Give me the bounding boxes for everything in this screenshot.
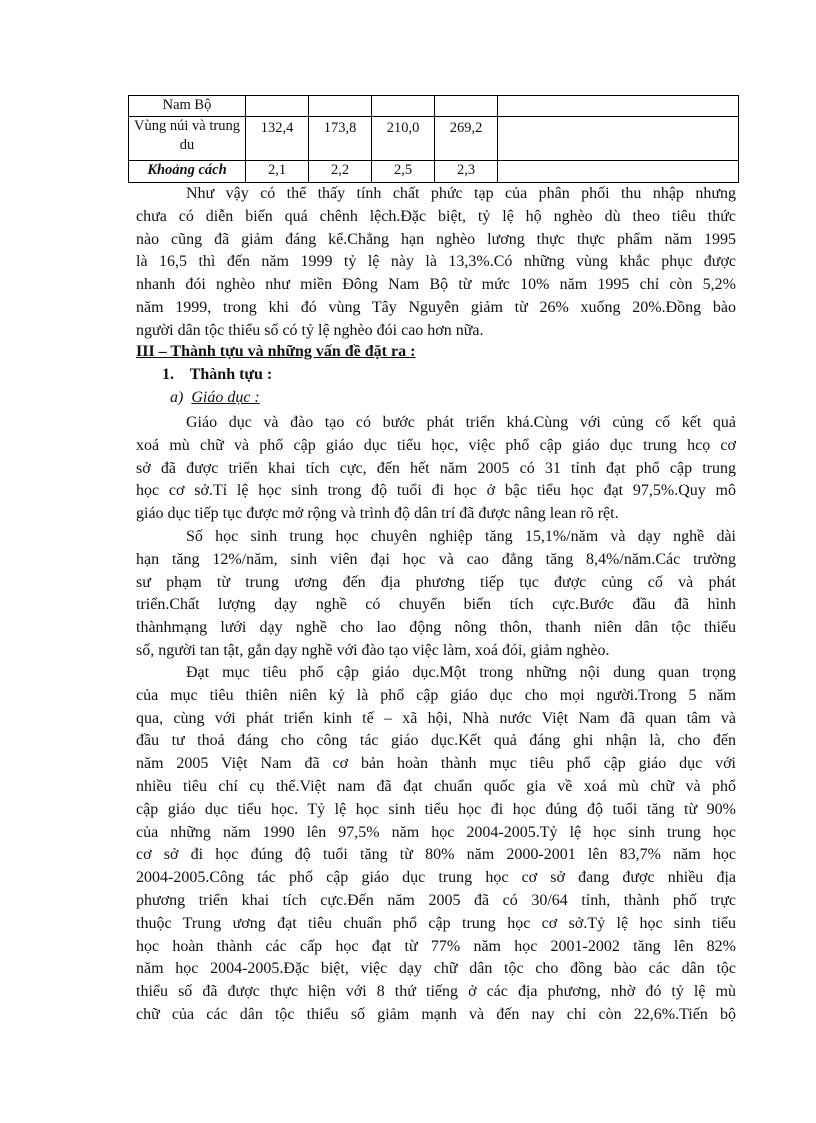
paragraph-income-distribution: [136, 183, 736, 343]
subsection-heading: [162, 366, 272, 384]
table-cell: [435, 96, 498, 117]
subsection-title: Thành tựu :: [189, 366, 273, 383]
text-line: học cơ sở.Tỉ lệ học sinh trong độ tuổi đi học ở bậc tiểu học đạt 97,5%.Quy mô: [136, 482, 736, 500]
text-line: triển.Chất lượng dạy nghề có chuyển biến tích cực.Bước đầu đã hình: [136, 596, 736, 614]
text-line: năm học 2004-2005.Đặc biệt, việc dạy chữ dân tộc cho đồng bào các dân tộc: [136, 960, 736, 978]
text-line: người dân tộc thiểu số có tỷ lệ nghèo đói cao hơn nữa.: [136, 321, 484, 339]
data-table: [128, 95, 739, 183]
item-marker: a): [170, 389, 184, 406]
table-cell-label: Khoảng cách: [129, 161, 246, 183]
sub-subsection-title: Giáo dục :: [191, 389, 260, 406]
table-cell: 210,0: [372, 117, 435, 161]
table-cell: 2,2: [309, 161, 372, 183]
text-line: chưa có diễn biến quá chênh lệch.Đặc biệt, tỷ lệ hộ nghèo dù theo tiêu thức: [136, 207, 736, 225]
text-line: nhiều tiêu chí cụ thể.Việt nam đã đạt chuẩn quốc gia về xoá mù chữ và phổ: [136, 777, 736, 795]
text-line: Số học sinh trung học chuyên nghiệp tăng 15,1%/năm và dạy nghề dài: [186, 528, 736, 545]
subsection-number: 1.: [162, 366, 174, 383]
table-row: [129, 161, 739, 183]
text-line: Như vậy có thể thấy tính chất phức tạp của phân phối thu nhập nhưng: [186, 185, 736, 202]
table-row: [129, 117, 739, 161]
text-line: chữ của các dân tộc thiểu số giảm mạnh và đến nay chỉ còn 22,6%.Tiến bộ: [136, 1005, 736, 1023]
table-cell: [498, 96, 739, 117]
table-cell-label: Nam Bộ: [129, 96, 246, 117]
text-line: qua, cùng với phát triển kinh tế – xã hội, Nhà nước Việt Nam đã quan tâm và: [136, 709, 736, 727]
text-line: nhanh đói nghèo như miền Đông Nam Bộ từ mức 10% năm 1995 chỉ còn 5,2%: [136, 276, 736, 294]
paragraph-vocational-training: [136, 526, 736, 663]
text-line: Giáo dục và đào tạo có bước phát triển khá.Cùng với củng cố kết quả: [186, 414, 736, 431]
text-line: giáo dục tiếp tục được mở rộng và trình độ dân trí đã được nâng lean rõ rệt.: [136, 505, 619, 523]
paragraph-universal-education: [136, 662, 736, 1027]
table-cell: [498, 117, 739, 161]
text-line: năm 2005 Việt Nam đã cơ bản hoàn thành mục tiêu phổ cập giáo dục với: [136, 755, 736, 773]
table-cell-label: Vùng núi và trung du: [129, 117, 246, 161]
table-row: [129, 96, 739, 117]
text-line: của mục tiêu thiên niên kỷ là phổ cập giáo dục cho mọi người.Trong 5 năm: [136, 686, 736, 704]
section-heading: III – Thành tựu và những vấn đề đặt ra :: [136, 343, 416, 360]
table-cell: [372, 96, 435, 117]
text-line: đầu tư thoả đáng cho công tác giáo dục.Kết quả đáng ghi nhận là, cho đến: [136, 732, 736, 750]
text-line: 2004-2005.Công tác phổ cập giáo dục trung học cơ sở đang được nhiều địa: [136, 869, 736, 887]
text-line: cập giáo dục tiểu học. Tỷ lệ học sinh tiểu học đi học đúng độ tuổi tăng từ 90%: [136, 800, 736, 818]
text-line: thuộc Trung ương đạt tiêu chuẩn phổ cập trung học cơ sở.Tỷ lệ học sinh tiểu: [136, 914, 736, 932]
table-cell: [498, 161, 739, 183]
table-cell: 2,5: [372, 161, 435, 183]
text-line: hạn tăng 12%/năm, sinh viên đại học và cao đẳng tăng 8,4%/năm.Các trường: [136, 550, 736, 568]
table-cell: [309, 96, 372, 117]
text-line: sở đã được triển khai tích cực, đến hết năm 2005 có 31 tỉnh đạt phổ cập trung: [136, 459, 736, 477]
text-line: học hoàn thành các cấp học đạt từ 77% năm học 2001-2002 tăng lên 82%: [136, 937, 736, 955]
table-cell: [246, 96, 309, 117]
paragraph-education-overview: [136, 412, 736, 526]
text-line: thiểu số đã được thực hiện với 8 thứ tiếng ở các địa phương, nhờ đó tỷ lệ mù: [136, 983, 736, 1001]
sub-subsection-heading: [170, 389, 260, 407]
text-line: của những năm 1990 lên 97,5% năm học 2004-2005.Tỷ lệ học sinh trung học: [136, 823, 736, 841]
text-line: phương triển khai tích cực.Đến năm 2005 đã có 30/64 tỉnh, thành phố trực: [136, 891, 736, 909]
table-cell: 173,8: [309, 117, 372, 161]
text-line: Đạt mục tiêu phổ cập giáo dục.Một trong những nội dung quan trọng: [186, 664, 736, 681]
table-cell: 2,1: [246, 161, 309, 183]
text-line: xoá mù chữ và phổ cập giáo dục tiểu học, việc phổ cập giáo dục trung hcọ cơ: [136, 436, 736, 454]
text-line: năm 1999, trong khi đó vùng Tây Nguyên giảm từ 26% xuống 20%.Đồng bào: [136, 298, 736, 316]
table-cell: 2,3: [435, 161, 498, 183]
table-cell: 132,4: [246, 117, 309, 161]
text-line: là 16,5 thì đến năm 1999 tỷ lệ này là 13,3%.Có những vùng khắc phục được: [136, 253, 736, 271]
table-cell: 269,2: [435, 117, 498, 161]
text-line: thànhmạng lưới dạy nghề cho lao động nông thôn, thanh niên dân tộc thiểu: [136, 619, 736, 637]
text-line: sư phạm từ trung ương đến địa phương tiếp tục được củng cố và phát: [136, 573, 736, 591]
text-line: cơ sở đi học đúng độ tuổi tăng từ 80% năm 2000-2001 lên 83,7% năm học: [136, 846, 736, 864]
text-line: nào cũng đã giảm đáng kể.Chẳng hạn nghèo lương thực thực phẩm năm 1995: [136, 230, 736, 248]
text-line: số, người tan tật, gắn dạy nghề với đào tạo việc làm, xoá đói, giảm nghèo.: [136, 641, 610, 659]
